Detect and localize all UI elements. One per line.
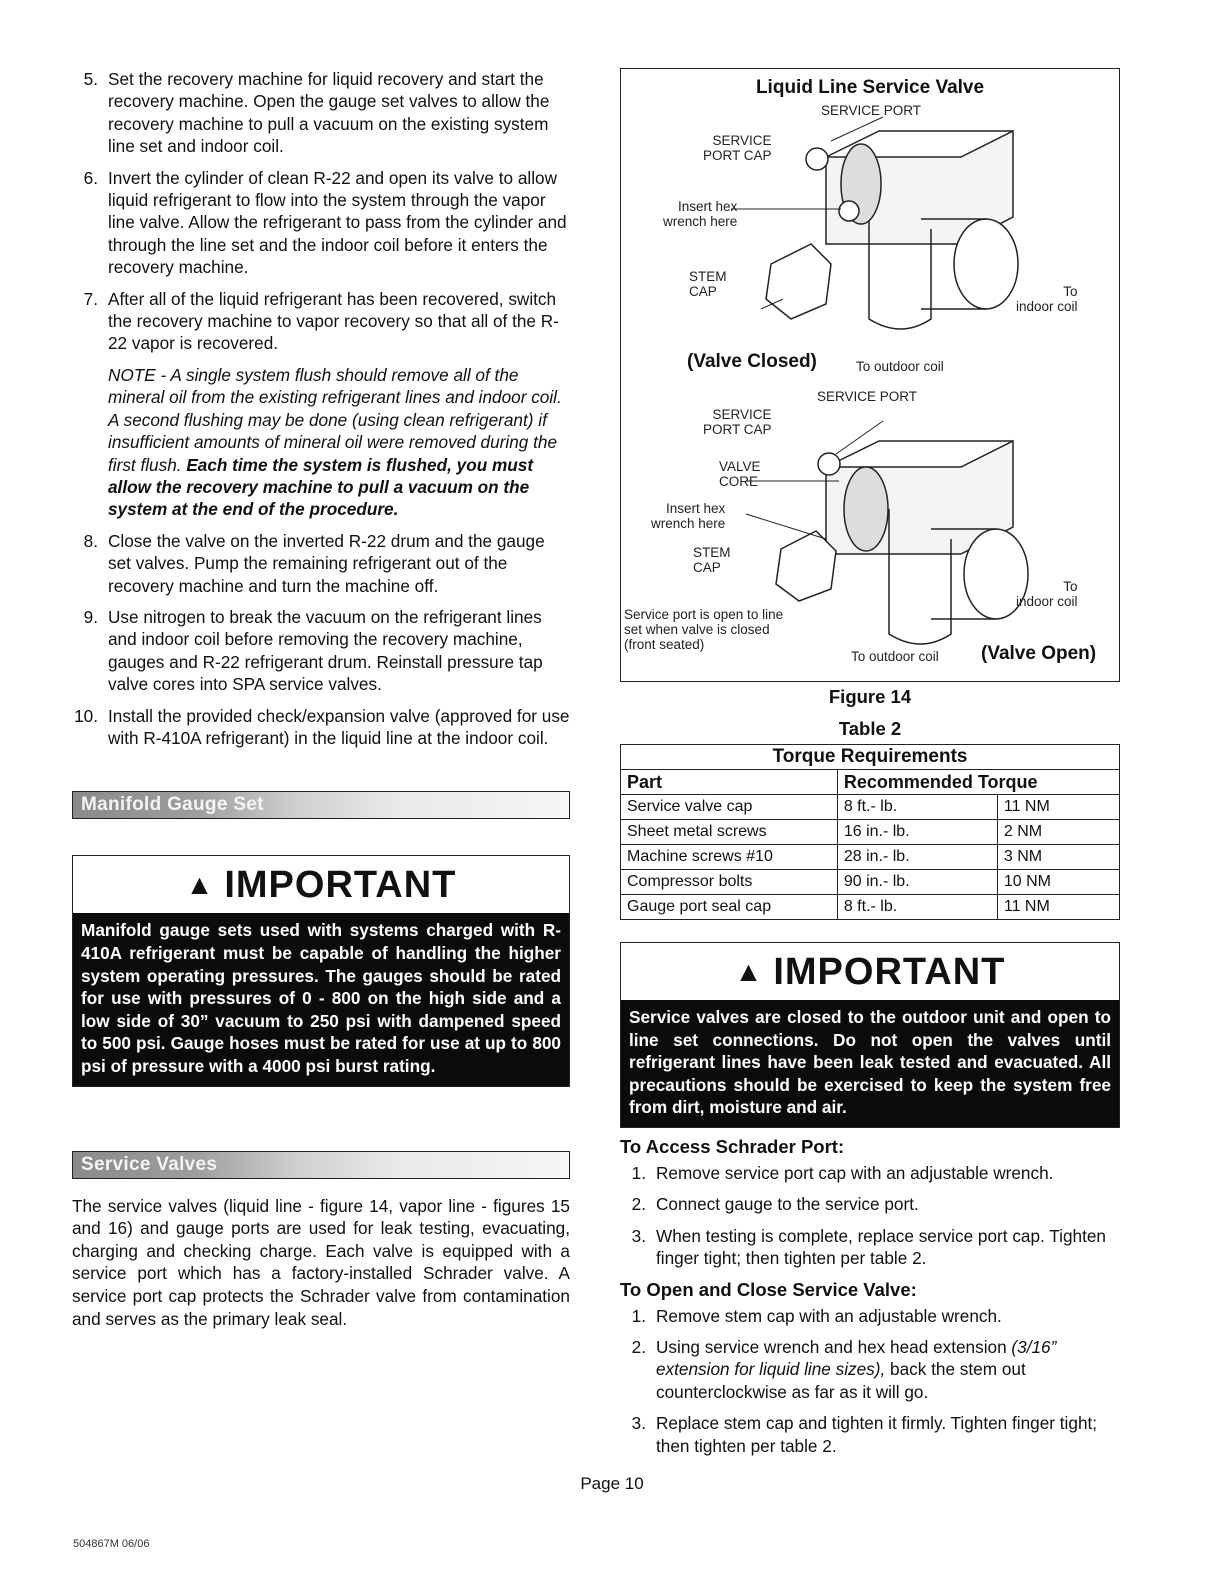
insert-hex-label: Insert hex wrench here (663, 199, 738, 229)
document-code: 504867M 06/06 (73, 1538, 150, 1550)
list-item: 2. Connect gauge to the service port. (631, 1194, 919, 1215)
to-indoor-label: To indoor coil (1016, 284, 1078, 314)
stem-cap-label: STEM CAP (693, 545, 731, 575)
table-row: Service valve cap 8 ft.- lb. 11 NM (621, 795, 1120, 820)
list-item: 1. Remove stem cap with an adjustable wrench. (631, 1305, 1002, 1326)
service-port-cap-label: SERVICE PORT CAP (703, 407, 772, 437)
service-port-cap-label: SERVICE PORT CAP (703, 133, 772, 163)
manifold-gauge-heading: Manifold Gauge Set (72, 791, 570, 819)
valve-closed-label: (Valve Closed) (687, 351, 817, 372)
torque-table (620, 744, 1120, 920)
figure-caption: Figure 14 (828, 686, 912, 707)
column-header: Recommended Torque (837, 770, 1119, 795)
warning-icon: ▲ (734, 956, 764, 987)
list-item: 3. When testing is complete, replace service port cap. Tighten finger tight; then tighten per table 2. (631, 1225, 1106, 1269)
list-item: 1. Remove service port cap with an adjustable wrench. (631, 1162, 1054, 1183)
valve-open-drawing (746, 421, 1028, 644)
right-column (620, 68, 1120, 1466)
table-row: Compressor bolts 90 in.- lb. 10 NM (621, 870, 1120, 895)
list-item: 5. Set the recovery machine for liquid recovery and start the recovery machine. Open the gauge set valves to allow the recovery machine to pull a vacuum on the existing system line set and indoor coil. (83, 69, 550, 157)
table-row: Sheet metal screws 16 in.- lb. 2 NM (621, 820, 1120, 845)
service-port-note: Service port is open to line set when valve is closed (front seated) (624, 607, 784, 652)
important-body: Service valves are closed to the outdoor unit and open to line set connections. Do not open the valves until refrigerant lines have been leak tested and evacuated. All precautions should be exercised to keep the system free from dirt, moisture and air. (621, 1000, 1119, 1127)
to-indoor-label: To indoor coil (1016, 579, 1078, 609)
table-row: Gauge port seal cap 8 ft.- lb. 11 NM (621, 895, 1120, 920)
service-port-label: SERVICE PORT (821, 103, 922, 118)
valve-open-label: (Valve Open) (981, 643, 1097, 664)
important-title: ▲ IMPORTANT (185, 864, 457, 907)
valve-core-label: VALVE CORE (719, 459, 761, 489)
page-number: Page 10 (580, 1474, 644, 1493)
recovery-steps-continued (72, 530, 570, 750)
list-item: 8. Close the valve on the inverted R-22 drum and the gauge set valves. Pump the remaining refrigerant out of the recovery machine and turn the machine off. (83, 530, 545, 596)
column-header: Part (621, 770, 838, 795)
list-item: 9. Use nitrogen to break the vacuum on the refrigerant lines and indoor coil before removing the recovery machine, gauges and R-22 refrigerant drum. Reinstall pressure tap valve cores into SPA service valves. (83, 606, 543, 695)
important-title: ▲ IMPORTANT (734, 951, 1006, 993)
stem-cap-label: STEM CAP (689, 269, 727, 299)
list-item: 2. Using service wrench and hex head extension (3/16” extension for liquid line sizes), back the stem out counterclockwise as far as it will go. (631, 1337, 1057, 1402)
figure-title: Liquid Line Service Valve (755, 77, 985, 98)
list-item: 10. Install the provided check/expansion valve (approved for use with R-410A refrigerant) in the liquid line at the indoor coil. (74, 705, 570, 748)
valve-closed-drawing (731, 117, 1018, 329)
important-box-manifold (72, 855, 570, 1086)
service-port-label: SERVICE PORT (817, 389, 918, 404)
important-body: Manifold gauge sets used with systems charged with R-410A refrigerant must be capable of handling the higher system operating pressures. The gauges should be rated for use with pressures of 0 - 800 on the high side and a low side of 30” vacuum to 250 psi with dampened speed to 500 psi. Gauge hoses must be rated for use at up to 800 psi of pressure with a 4000 psi burst rating. (73, 913, 569, 1085)
table-title: Torque Requirements (621, 745, 1120, 770)
service-valves-paragraph: The service valves (liquid line - figure 14, vapor line - figures 15 and 16) and gauge ports are used for leak testing, evacuating, charging and checking charge. Each valve is equipped with a service port which has a factory-installed Schrader valve. A service port cap protects the Schrader valve from contamination and serves as the primary leak seal. (72, 1195, 570, 1329)
list-item: 3. Replace stem cap and tighten it firmly. Tighten finger tight; then tighten per table 2. (631, 1413, 1098, 1456)
insert-hex-label: Insert hex wrench here (651, 501, 726, 531)
list-item: 7. After all of the liquid refrigerant has been recovered, switch the recovery machine to vapor recovery so that all of the R-22 vapor is recovered. (83, 288, 559, 354)
important-box-service-valves (620, 942, 1120, 1128)
open-close-heading: To Open and Close Service Valve: (620, 1278, 917, 1300)
list-item: 6. Invert the cylinder of clean R-22 and open its valve to allow liquid refrigerant to flow into the system through the vapor line valve. Allow the refrigerant to pass from the cylinder and through the line set and the indoor coil before it enters the recovery machine. (83, 167, 567, 278)
flush-note: NOTE - A single system flush should remove all of the mineral oil from the existing refrigerant lines and indoor coil. A second flushing may be done (using clean refrigerant) if insufficient amounts of mineral oil were removed during the first flush. Each time the system is flushed, you must allow the recovery machine to pull a vacuum on the system at the end of the procedure. (108, 364, 562, 520)
schrader-steps (620, 1162, 1120, 1270)
to-outdoor-label: To outdoor coil (856, 359, 944, 374)
table-caption: Table 2 (838, 718, 902, 739)
table-row: Machine screws #10 28 in.- lb. 3 NM (621, 845, 1120, 870)
open-close-steps (620, 1305, 1120, 1457)
schrader-heading: To Access Schrader Port: (620, 1135, 845, 1157)
left-column (72, 68, 570, 1330)
service-valves-heading: Service Valves (72, 1151, 570, 1179)
recovery-steps (72, 68, 570, 355)
figure-14 (620, 68, 1120, 682)
warning-icon: ▲ (185, 869, 215, 901)
to-outdoor-label: To outdoor coil (851, 649, 939, 664)
